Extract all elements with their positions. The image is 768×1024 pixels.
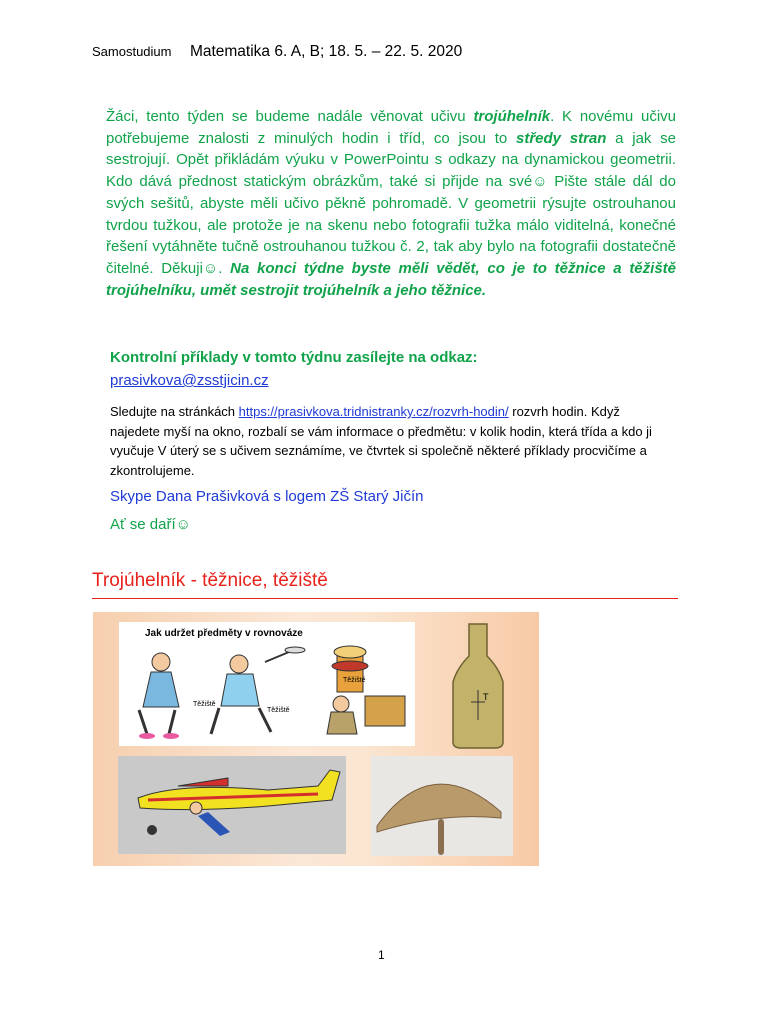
airplane-body	[138, 770, 340, 810]
intro-paragraph	[106, 106, 676, 301]
cardboard-panel	[371, 756, 513, 856]
email-link[interactable]: prasivkova@zsstjicin.cz	[110, 372, 269, 389]
bottle-shape	[453, 624, 503, 748]
page-number: 1	[378, 948, 385, 962]
header-label: Samostudium	[92, 44, 172, 59]
skype-line: Skype Dana Prašivková s logem ZŠ Starý Jičín	[110, 488, 424, 505]
section-heading: Trojúhelník - těžnice, těžiště	[92, 570, 328, 591]
page-header	[92, 43, 462, 61]
intro-keyword-stredy: středy stran	[516, 129, 607, 147]
label-teziste-3: Těžiště	[343, 677, 366, 684]
closing-line: Ať se daří☺	[110, 516, 191, 533]
cartoon-title: Jak udržet předměty v rovnováze	[145, 628, 303, 639]
intro-text-3: a jak se sestrojují. Opět přikládám výuku v PowerPointu s odkazy na dynamickou geometrii. Kdo dává přednost statickým obrázkům, také si přijde na své☺ Pište stále dál do svých sešitů, abyste měli učivo pěkně pohromadě. V geometrii rýsujte ostrouhanou tvrdou tužkou, ale protože je na skenu nebo fotografii tužka málo viditelná, konečné řešení vytáhněte tučně ostrouhanou tužkou č. 2, tak aby bylo na fotografii dostatečně čitelné. Děkuji☺.	[106, 129, 676, 277]
cartoon-image	[119, 622, 415, 746]
header-title: Matematika 6. A, B; 18. 5. – 22. 5. 2020	[189, 43, 463, 60]
intro-goal: Na konci týdne byste měli vědět, co je to těžnice a těžiště trojúhelníku, umět sestrojit trojúhelník a jeho těžnice.	[106, 259, 676, 299]
hand-sleeve	[198, 812, 230, 836]
info-paragraph	[110, 402, 670, 480]
airplane-panel	[118, 756, 346, 854]
airplane-wheel	[147, 825, 157, 835]
bottle-image	[439, 620, 519, 750]
bottle-mark: T	[483, 692, 489, 702]
bottle-panel	[439, 620, 519, 750]
hand-finger	[190, 802, 202, 814]
control-label: Kontrolní příklady v tomto týdnu zasílejte na odkaz:	[110, 349, 478, 366]
schedule-link[interactable]: https://prasivkova.tridnistranky.cz/rozvrh-hodin/	[238, 404, 509, 419]
label-teziste-1: Těžiště	[193, 701, 216, 708]
cardboard-image	[371, 756, 513, 856]
intro-keyword-trojuhelnik: trojúhelník	[473, 108, 551, 125]
airplane-image	[118, 756, 346, 854]
waitress-figure	[139, 653, 179, 739]
plate-stack-figure	[327, 646, 405, 734]
balance-cartoon-panel	[119, 622, 415, 746]
intro-text-2: . K novému učivu potřebujeme znalosti z minulých hodin i tříd, co jsou to	[106, 108, 676, 147]
label-teziste-2: Těžiště	[267, 707, 290, 714]
info-prefix: Sledujte na stránkách	[110, 404, 239, 419]
heading-underline	[92, 598, 678, 599]
intro-text-1: Žáci, tento týden se budeme nadále věnovat učivu	[106, 108, 474, 125]
airplane-wing	[178, 778, 228, 786]
illustration-figure	[93, 612, 539, 866]
runner-figure	[211, 647, 305, 734]
info-rest: rozvrh hodin. Když najedete myší na okno, rozbalí se vám informace o předmětu: v kolik hodin, která třída a kdo ji vyučuje V úterý se s učivem seznámíme, ve čtvrtek si společně některé příklady procvičíme a zkontrolujeme.	[110, 404, 652, 478]
